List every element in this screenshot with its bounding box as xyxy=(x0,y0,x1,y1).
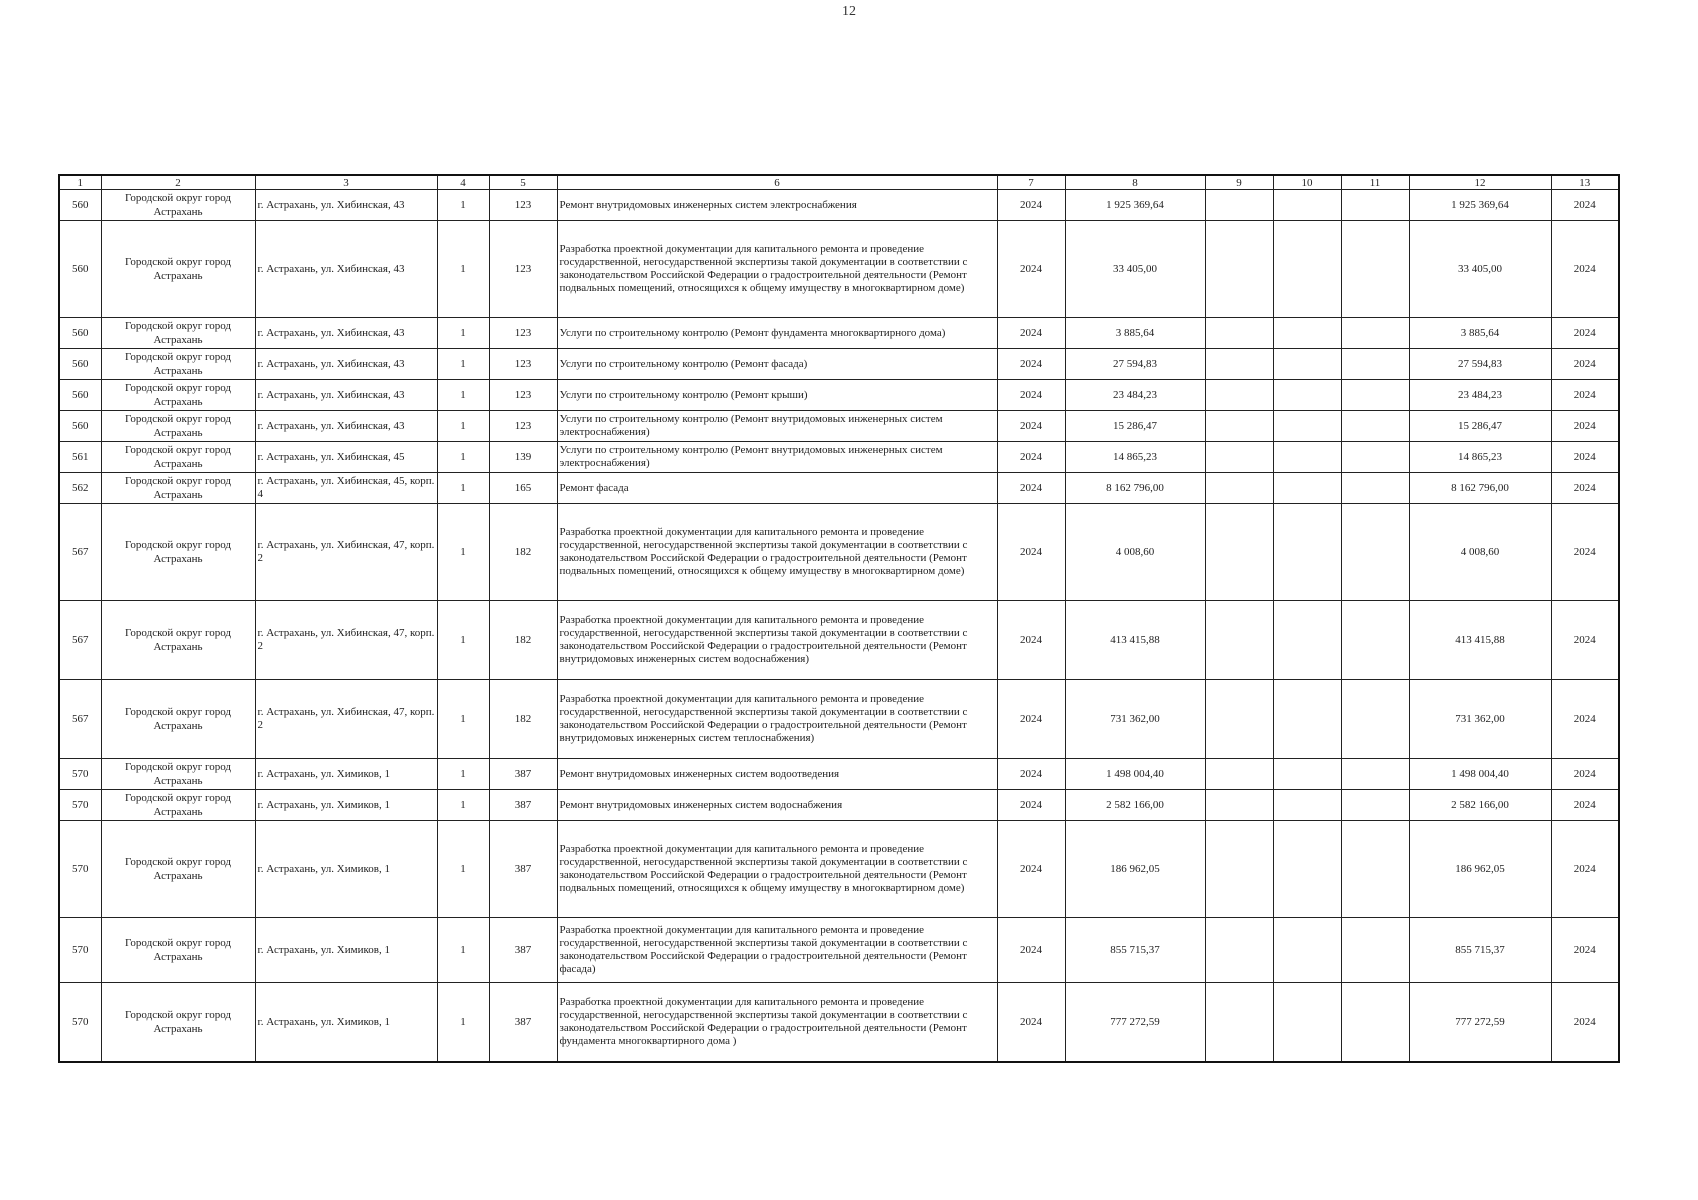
cell-address: г. Астрахань, ул. Хибинская, 47, корп. 2 xyxy=(255,504,437,601)
cell-fund-cost: 186 962,05 xyxy=(1409,821,1551,918)
cell-fund-cost: 777 272,59 xyxy=(1409,983,1551,1063)
cell-year-start: 2024 xyxy=(997,504,1065,601)
cell-total-cost: 2 582 166,00 xyxy=(1065,790,1205,821)
column-header-3: 3 xyxy=(255,175,437,190)
cell-year-end: 2024 xyxy=(1551,349,1619,380)
cell-row-number: 560 xyxy=(59,318,101,349)
cell-work-type: Разработка проектной документации для капитального ремонта и проведение государственной, негосударственной экспертизы такой документации в соответствии с законодательством Российской Федерации о градостроительной деятельности (Ремонт внутридомовых инженерных систем водоснабжения) xyxy=(557,601,997,680)
cell-col-10-value xyxy=(1273,380,1341,411)
cell-col-4-value: 1 xyxy=(437,821,489,918)
column-header-10: 10 xyxy=(1273,175,1341,190)
cell-row-number: 567 xyxy=(59,680,101,759)
cell-col-11-value xyxy=(1341,318,1409,349)
table-row xyxy=(59,349,1619,380)
cell-col-11-value xyxy=(1341,790,1409,821)
table-body xyxy=(59,190,1619,1063)
cell-year-end: 2024 xyxy=(1551,601,1619,680)
cell-col-4-value: 1 xyxy=(437,221,489,318)
cell-address: г. Астрахань, ул. Хибинская, 47, корп. 2 xyxy=(255,601,437,680)
cell-year-start: 2024 xyxy=(997,821,1065,918)
cell-municipality: Городской округ город Астрахань xyxy=(101,821,255,918)
cell-total-cost: 27 594,83 xyxy=(1065,349,1205,380)
cell-col-11-value xyxy=(1341,190,1409,221)
cell-work-type: Разработка проектной документации для капитального ремонта и проведение государственной, негосударственной экспертизы такой документации в соответствии с законодательством Российской Федерации о градостроительной деятельности (Ремонт фасада) xyxy=(557,918,997,983)
cell-address: г. Астрахань, ул. Хибинская, 43 xyxy=(255,349,437,380)
cell-col-5-value: 182 xyxy=(489,504,557,601)
cell-col-9-value xyxy=(1205,821,1273,918)
cell-municipality: Городской округ город Астрахань xyxy=(101,380,255,411)
cell-col-10-value xyxy=(1273,790,1341,821)
table-row xyxy=(59,318,1619,349)
cell-col-11-value xyxy=(1341,821,1409,918)
cell-address: г. Астрахань, ул. Хибинская, 45, корп. 4 xyxy=(255,473,437,504)
cell-col-11-value xyxy=(1341,442,1409,473)
repair-register-table xyxy=(58,174,1620,1063)
cell-col-5-value: 123 xyxy=(489,380,557,411)
cell-col-5-value: 123 xyxy=(489,318,557,349)
cell-total-cost: 1 925 369,64 xyxy=(1065,190,1205,221)
cell-col-5-value: 123 xyxy=(489,411,557,442)
cell-municipality: Городской округ город Астрахань xyxy=(101,680,255,759)
cell-col-10-value xyxy=(1273,473,1341,504)
cell-total-cost: 4 008,60 xyxy=(1065,504,1205,601)
cell-municipality: Городской округ город Астрахань xyxy=(101,221,255,318)
cell-municipality: Городской округ город Астрахань xyxy=(101,983,255,1063)
cell-col-10-value xyxy=(1273,680,1341,759)
cell-col-11-value xyxy=(1341,759,1409,790)
cell-row-number: 567 xyxy=(59,601,101,680)
cell-col-4-value: 1 xyxy=(437,601,489,680)
cell-work-type: Разработка проектной документации для капитального ремонта и проведение государственной, негосударственной экспертизы такой документации в соответствии с законодательством Российской Федерации о градостроительной деятельности (Ремонт внутридомовых инженерных систем теплоснабжения) xyxy=(557,680,997,759)
cell-year-end: 2024 xyxy=(1551,821,1619,918)
cell-col-9-value xyxy=(1205,380,1273,411)
cell-col-4-value: 1 xyxy=(437,790,489,821)
page-number: 12 xyxy=(842,4,856,19)
cell-col-5-value: 387 xyxy=(489,983,557,1063)
cell-year-end: 2024 xyxy=(1551,411,1619,442)
cell-col-9-value xyxy=(1205,318,1273,349)
cell-fund-cost: 14 865,23 xyxy=(1409,442,1551,473)
cell-year-start: 2024 xyxy=(997,983,1065,1063)
cell-address: г. Астрахань, ул. Химиков, 1 xyxy=(255,821,437,918)
cell-total-cost: 3 885,64 xyxy=(1065,318,1205,349)
cell-row-number: 560 xyxy=(59,349,101,380)
cell-address: г. Астрахань, ул. Химиков, 1 xyxy=(255,918,437,983)
cell-fund-cost: 23 484,23 xyxy=(1409,380,1551,411)
cell-municipality: Городской округ город Астрахань xyxy=(101,790,255,821)
cell-year-end: 2024 xyxy=(1551,380,1619,411)
cell-total-cost: 186 962,05 xyxy=(1065,821,1205,918)
cell-col-10-value xyxy=(1273,759,1341,790)
cell-fund-cost: 3 885,64 xyxy=(1409,318,1551,349)
cell-col-5-value: 182 xyxy=(489,601,557,680)
table-row xyxy=(59,983,1619,1063)
cell-address: г. Астрахань, ул. Хибинская, 43 xyxy=(255,380,437,411)
table-row xyxy=(59,918,1619,983)
cell-col-5-value: 387 xyxy=(489,790,557,821)
cell-col-10-value xyxy=(1273,221,1341,318)
cell-address: г. Астрахань, ул. Химиков, 1 xyxy=(255,983,437,1063)
cell-total-cost: 15 286,47 xyxy=(1065,411,1205,442)
cell-total-cost: 33 405,00 xyxy=(1065,221,1205,318)
cell-col-4-value: 1 xyxy=(437,190,489,221)
table-row xyxy=(59,759,1619,790)
cell-col-10-value xyxy=(1273,411,1341,442)
cell-municipality: Городской округ город Астрахань xyxy=(101,504,255,601)
cell-col-4-value: 1 xyxy=(437,349,489,380)
cell-col-10-value xyxy=(1273,349,1341,380)
cell-col-9-value xyxy=(1205,442,1273,473)
column-number-row xyxy=(59,175,1619,190)
column-header-1: 1 xyxy=(59,175,101,190)
cell-row-number: 567 xyxy=(59,504,101,601)
cell-year-end: 2024 xyxy=(1551,473,1619,504)
cell-municipality: Городской округ город Астрахань xyxy=(101,473,255,504)
cell-work-type: Услуги по строительному контролю (Ремонт внутридомовых инженерных систем электроснабжения) xyxy=(557,442,997,473)
table-row xyxy=(59,790,1619,821)
cell-address: г. Астрахань, ул. Хибинская, 43 xyxy=(255,318,437,349)
cell-year-end: 2024 xyxy=(1551,318,1619,349)
cell-col-4-value: 1 xyxy=(437,380,489,411)
cell-col-11-value xyxy=(1341,680,1409,759)
column-header-8: 8 xyxy=(1065,175,1205,190)
cell-col-5-value: 387 xyxy=(489,759,557,790)
cell-total-cost: 413 415,88 xyxy=(1065,601,1205,680)
column-header-6: 6 xyxy=(557,175,997,190)
cell-col-11-value xyxy=(1341,983,1409,1063)
cell-work-type: Разработка проектной документации для капитального ремонта и проведение государственной, негосударственной экспертизы такой документации в соответствии с законодательством Российской Федерации о градостроительной деятельности (Ремонт подвальных помещений, относящихся к общему имуществу в многоквартирном доме) xyxy=(557,821,997,918)
cell-col-9-value xyxy=(1205,983,1273,1063)
cell-year-end: 2024 xyxy=(1551,504,1619,601)
table-row xyxy=(59,442,1619,473)
cell-col-4-value: 1 xyxy=(437,473,489,504)
cell-col-9-value xyxy=(1205,349,1273,380)
cell-work-type: Услуги по строительному контролю (Ремонт фундамента многоквартирного дома) xyxy=(557,318,997,349)
cell-year-start: 2024 xyxy=(997,601,1065,680)
column-header-12: 12 xyxy=(1409,175,1551,190)
cell-row-number: 561 xyxy=(59,442,101,473)
cell-col-10-value xyxy=(1273,442,1341,473)
cell-col-4-value: 1 xyxy=(437,680,489,759)
cell-col-4-value: 1 xyxy=(437,918,489,983)
table-row xyxy=(59,411,1619,442)
cell-col-9-value xyxy=(1205,759,1273,790)
cell-work-type: Ремонт внутридомовых инженерных систем электроснабжения xyxy=(557,190,997,221)
cell-row-number: 562 xyxy=(59,473,101,504)
cell-year-end: 2024 xyxy=(1551,918,1619,983)
column-header-2: 2 xyxy=(101,175,255,190)
cell-col-11-value xyxy=(1341,380,1409,411)
cell-work-type: Ремонт фасада xyxy=(557,473,997,504)
cell-col-10-value xyxy=(1273,190,1341,221)
cell-total-cost: 14 865,23 xyxy=(1065,442,1205,473)
cell-work-type: Разработка проектной документации для капитального ремонта и проведение государственной, негосударственной экспертизы такой документации в соответствии с законодательством Российской Федерации о градостроительной деятельности (Ремонт подвальных помещений, относящихся к общему имуществу в многоквартирном доме) xyxy=(557,221,997,318)
cell-year-start: 2024 xyxy=(997,442,1065,473)
cell-col-5-value: 139 xyxy=(489,442,557,473)
cell-work-type: Ремонт внутридомовых инженерных систем водоснабжения xyxy=(557,790,997,821)
cell-total-cost: 8 162 796,00 xyxy=(1065,473,1205,504)
cell-work-type: Услуги по строительному контролю (Ремонт внутридомовых инженерных систем электроснабжения) xyxy=(557,411,997,442)
cell-total-cost: 731 362,00 xyxy=(1065,680,1205,759)
cell-year-start: 2024 xyxy=(997,349,1065,380)
cell-col-5-value: 387 xyxy=(489,918,557,983)
cell-total-cost: 777 272,59 xyxy=(1065,983,1205,1063)
cell-address: г. Астрахань, ул. Химиков, 1 xyxy=(255,759,437,790)
cell-year-end: 2024 xyxy=(1551,790,1619,821)
cell-col-11-value xyxy=(1341,504,1409,601)
cell-year-start: 2024 xyxy=(997,473,1065,504)
table-row xyxy=(59,821,1619,918)
cell-year-end: 2024 xyxy=(1551,442,1619,473)
cell-col-4-value: 1 xyxy=(437,411,489,442)
cell-row-number: 560 xyxy=(59,221,101,318)
cell-fund-cost: 27 594,83 xyxy=(1409,349,1551,380)
cell-municipality: Городской округ город Астрахань xyxy=(101,601,255,680)
cell-col-10-value xyxy=(1273,821,1341,918)
cell-col-11-value xyxy=(1341,918,1409,983)
cell-year-start: 2024 xyxy=(997,190,1065,221)
cell-year-start: 2024 xyxy=(997,380,1065,411)
cell-municipality: Городской округ город Астрахань xyxy=(101,318,255,349)
cell-col-11-value xyxy=(1341,601,1409,680)
table-row xyxy=(59,221,1619,318)
cell-col-9-value xyxy=(1205,221,1273,318)
cell-col-5-value: 387 xyxy=(489,821,557,918)
cell-col-9-value xyxy=(1205,680,1273,759)
cell-row-number: 570 xyxy=(59,918,101,983)
cell-fund-cost: 33 405,00 xyxy=(1409,221,1551,318)
cell-col-9-value xyxy=(1205,190,1273,221)
cell-col-11-value xyxy=(1341,349,1409,380)
cell-total-cost: 855 715,37 xyxy=(1065,918,1205,983)
column-header-11: 11 xyxy=(1341,175,1409,190)
cell-col-5-value: 123 xyxy=(489,349,557,380)
cell-col-11-value xyxy=(1341,473,1409,504)
cell-col-5-value: 182 xyxy=(489,680,557,759)
cell-col-4-value: 1 xyxy=(437,504,489,601)
cell-year-end: 2024 xyxy=(1551,221,1619,318)
cell-address: г. Астрахань, ул. Хибинская, 45 xyxy=(255,442,437,473)
table-row xyxy=(59,680,1619,759)
column-header-13: 13 xyxy=(1551,175,1619,190)
cell-col-10-value xyxy=(1273,504,1341,601)
cell-year-end: 2024 xyxy=(1551,759,1619,790)
table-row xyxy=(59,473,1619,504)
cell-fund-cost: 2 582 166,00 xyxy=(1409,790,1551,821)
cell-col-10-value xyxy=(1273,318,1341,349)
cell-year-start: 2024 xyxy=(997,790,1065,821)
cell-year-start: 2024 xyxy=(997,411,1065,442)
column-header-5: 5 xyxy=(489,175,557,190)
cell-col-4-value: 1 xyxy=(437,983,489,1063)
cell-col-4-value: 1 xyxy=(437,442,489,473)
cell-municipality: Городской округ город Астрахань xyxy=(101,442,255,473)
cell-address: г. Астрахань, ул. Хибинская, 43 xyxy=(255,411,437,442)
cell-col-5-value: 123 xyxy=(489,190,557,221)
cell-row-number: 570 xyxy=(59,790,101,821)
cell-fund-cost: 855 715,37 xyxy=(1409,918,1551,983)
cell-fund-cost: 731 362,00 xyxy=(1409,680,1551,759)
cell-col-5-value: 165 xyxy=(489,473,557,504)
cell-year-start: 2024 xyxy=(997,918,1065,983)
cell-row-number: 570 xyxy=(59,821,101,918)
table-row xyxy=(59,504,1619,601)
cell-year-start: 2024 xyxy=(997,221,1065,318)
cell-work-type: Услуги по строительному контролю (Ремонт крыши) xyxy=(557,380,997,411)
cell-year-start: 2024 xyxy=(997,680,1065,759)
cell-year-end: 2024 xyxy=(1551,983,1619,1063)
cell-address: г. Астрахань, ул. Химиков, 1 xyxy=(255,790,437,821)
cell-municipality: Городской округ город Астрахань xyxy=(101,349,255,380)
cell-fund-cost: 1 925 369,64 xyxy=(1409,190,1551,221)
cell-year-start: 2024 xyxy=(997,759,1065,790)
cell-col-4-value: 1 xyxy=(437,759,489,790)
cell-col-11-value xyxy=(1341,221,1409,318)
column-header-4: 4 xyxy=(437,175,489,190)
cell-col-9-value xyxy=(1205,601,1273,680)
cell-fund-cost: 15 286,47 xyxy=(1409,411,1551,442)
cell-row-number: 560 xyxy=(59,190,101,221)
cell-col-10-value xyxy=(1273,983,1341,1063)
cell-work-type: Услуги по строительному контролю (Ремонт фасада) xyxy=(557,349,997,380)
cell-municipality: Городской округ город Астрахань xyxy=(101,759,255,790)
cell-col-9-value xyxy=(1205,473,1273,504)
table-header xyxy=(59,175,1619,190)
cell-col-9-value xyxy=(1205,411,1273,442)
table-row xyxy=(59,601,1619,680)
cell-address: г. Астрахань, ул. Хибинская, 47, корп. 2 xyxy=(255,680,437,759)
cell-col-9-value xyxy=(1205,790,1273,821)
cell-col-9-value xyxy=(1205,918,1273,983)
cell-row-number: 570 xyxy=(59,759,101,790)
cell-municipality: Городской округ город Астрахань xyxy=(101,190,255,221)
cell-fund-cost: 8 162 796,00 xyxy=(1409,473,1551,504)
cell-total-cost: 1 498 004,40 xyxy=(1065,759,1205,790)
cell-col-5-value: 123 xyxy=(489,221,557,318)
cell-fund-cost: 1 498 004,40 xyxy=(1409,759,1551,790)
cell-row-number: 560 xyxy=(59,380,101,411)
cell-municipality: Городской округ город Астрахань xyxy=(101,918,255,983)
cell-fund-cost: 413 415,88 xyxy=(1409,601,1551,680)
cell-year-start: 2024 xyxy=(997,318,1065,349)
cell-address: г. Астрахань, ул. Хибинская, 43 xyxy=(255,190,437,221)
cell-col-4-value: 1 xyxy=(437,318,489,349)
cell-work-type: Ремонт внутридомовых инженерных систем водоотведения xyxy=(557,759,997,790)
cell-address: г. Астрахань, ул. Хибинская, 43 xyxy=(255,221,437,318)
cell-row-number: 560 xyxy=(59,411,101,442)
cell-col-9-value xyxy=(1205,504,1273,601)
cell-col-10-value xyxy=(1273,601,1341,680)
cell-fund-cost: 4 008,60 xyxy=(1409,504,1551,601)
cell-year-end: 2024 xyxy=(1551,680,1619,759)
cell-col-10-value xyxy=(1273,918,1341,983)
cell-work-type: Разработка проектной документации для капитального ремонта и проведение государственной, негосударственной экспертизы такой документации в соответствии с законодательством Российской Федерации о градостроительной деятельности (Ремонт подвальных помещений, относящихся к общему имуществу в многоквартирном доме) xyxy=(557,504,997,601)
table-row xyxy=(59,190,1619,221)
cell-municipality: Городской округ город Астрахань xyxy=(101,411,255,442)
column-header-9: 9 xyxy=(1205,175,1273,190)
cell-row-number: 570 xyxy=(59,983,101,1063)
cell-year-end: 2024 xyxy=(1551,190,1619,221)
cell-col-11-value xyxy=(1341,411,1409,442)
table-row xyxy=(59,380,1619,411)
cell-total-cost: 23 484,23 xyxy=(1065,380,1205,411)
cell-work-type: Разработка проектной документации для капитального ремонта и проведение государственной, негосударственной экспертизы такой документации в соответствии с законодательством Российской Федерации о градостроительной деятельности (Ремонт фундамента многоквартирного дома ) xyxy=(557,983,997,1063)
column-header-7: 7 xyxy=(997,175,1065,190)
